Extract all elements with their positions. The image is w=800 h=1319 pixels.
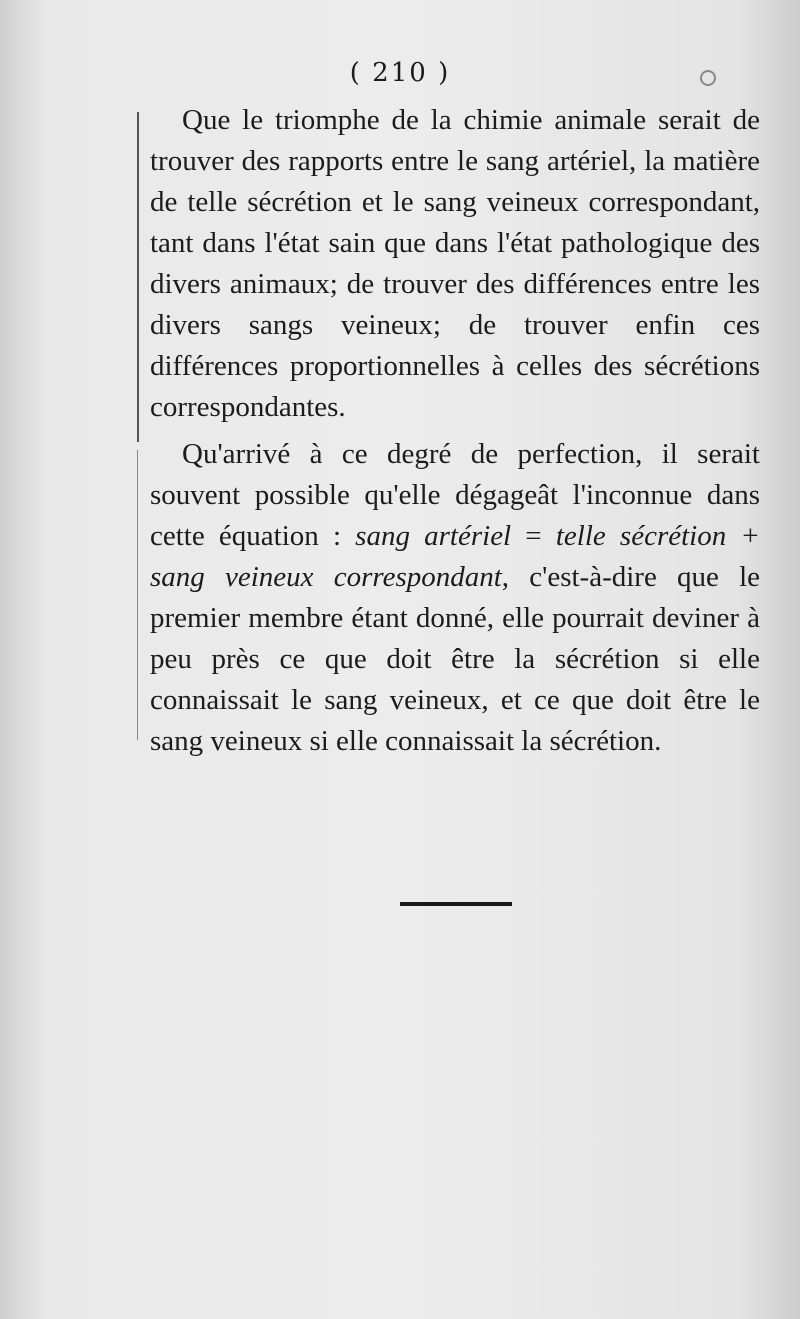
equation-sign: = [511,520,556,552]
paragraph-2 [150,434,760,762]
page-number: ( 210 ) [349,58,451,88]
paragraph-1: Que le triomphe de la chimie animale serait de trouver des rapports entre le sang artériel, la matière de telle sécrétion et le sang veineux correspondant, tant dans l'état sain que dans l'état pathologique des divers animaux; de trouver des différences entre les divers sangs veineux; de trouver enfin ces différences proportionnelles à celles des sécrétions correspondantes. [150,104,760,423]
body-text [150,100,760,768]
margin-mark-2 [137,450,138,740]
paragraph-2-end: , c'est-à-dire que le premier membre étant donné, elle pourrait deviner à peu près ce que doit être la sécrétion si elle connaissait le sang veineux, et ce que doit être le sang veineux si elle connaissait la sécrétion. [150,561,760,757]
equation-right: telle sécrétion + sang veineux correspondant [150,520,760,593]
equation-left: sang artériel [355,520,512,552]
margin-mark-1 [137,112,139,442]
paragraph-2-start: Qu'arrivé à ce degré de perfection, il serait souvent possible qu'elle dégageât l'inconnue dans cette équation : [150,438,760,552]
section-rule [400,902,512,906]
